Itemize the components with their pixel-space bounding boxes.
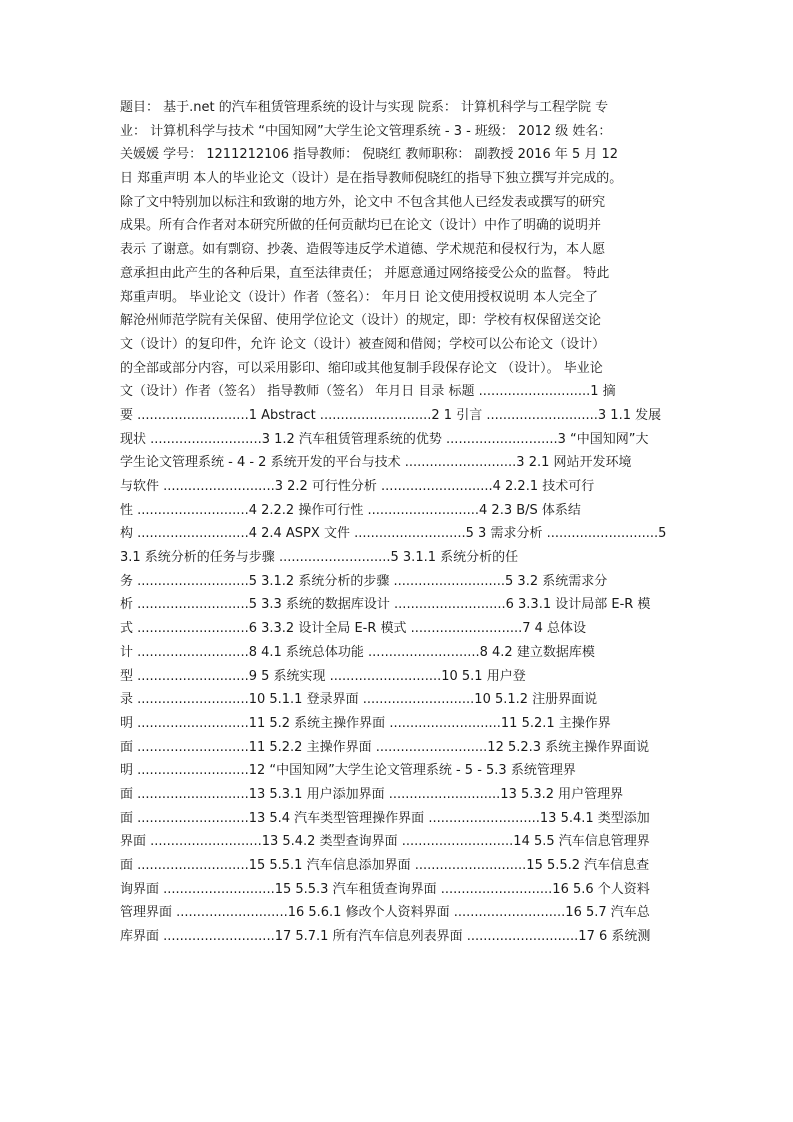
text-line: 文（设计）的复印件，允许 论文（设计）被查阅和借阅；学校可以公布论文（设计）	[120, 336, 606, 352]
text-line: 要 ...........................1 Abstract ...........................2 1 引言 ...........................3 1.1 发展	[120, 407, 662, 423]
text-line: 面 ...........................13 5.4 汽车类型管理操作界面 ...........................13 5.4.1 类型添加	[120, 810, 650, 826]
text-line: 计 ...........................8 4.1 系统总体功能 ...........................8 4.2 建立数据库模	[120, 644, 595, 660]
text-line: 文（设计）作者（签名） 指导教师（签名） 年月日 目录 标题 ...........................1 摘	[120, 384, 616, 400]
text-line: 除了文中特别加以标注和致谢的地方外，论文中 不包含其他人已经发表或撰写的研究	[120, 194, 606, 210]
text-line: 现状 ...........................3 1.2 汽车租赁管理系统的优势 ...........................3 “中国知网”大	[120, 431, 649, 447]
text-line: 库界面 ...........................17 5.7.1 所有汽车信息列表界面 ...........................17 6 系统测	[120, 929, 651, 945]
text-line: 面 ...........................11 5.2.2 主操作界面 ...........................12 5.2.3 系统主操作界面说	[120, 739, 650, 755]
text-line: 式 ...........................6 3.3.2 设计全局 E-R 模式 ...........................7 4 总体设	[120, 621, 587, 637]
text-line: 录 ...........................10 5.1.1 登录界面 ...........................10 5.1.2 注册界面说	[120, 692, 598, 708]
text-line: 面 ...........................15 5.5.1 汽车信息添加界面 ...........................15 5.5.2 汽车信息查	[120, 858, 650, 873]
text-line: 明 ...........................12 “中国知网”大学生论文管理系统 - 5 - 5.3 系统管理界	[120, 763, 576, 779]
text-line: 郑重声明。 毕业论文（设计）作者（签名）： 年月日 论文使用授权说明 本人完全了	[120, 289, 599, 305]
text-line: 界面 ...........................13 5.4.2 类型查询界面 ...........................14 5.5 汽车信息管理界	[120, 834, 650, 850]
text-line: 解沧州师范学院有关保留、使用学位论文（设计）的规定，即：学校有权保留送交论	[120, 313, 602, 329]
text-line: 管理界面 ...........................16 5.6.1 修改个人资料界面 ...........................16 5.7 汽车总	[120, 905, 650, 921]
text-line: 日 郑重声明 本人的毕业论文（设计）是在指导教师倪晓红的指导下独立撰写并完成的。	[120, 171, 623, 187]
text-line: 询界面 ...........................15 5.5.3 汽车租赁查询界面 ...........................16 5.6 个人资料	[120, 881, 650, 897]
text-line: 意承担由此产生的各种后果，直至法律责任； 并愿意通过网络接受公众的监督。 特此	[120, 265, 610, 281]
text-line: 题目： 基于.net 的汽车租赁管理系统的设计与实现 院系： 计算机科学与工程学院 专	[120, 100, 609, 115]
text-line: 析 ...........................5 3.3 系统的数据库设计 ...........................6 3.3.1 设计局部 E-R 模	[120, 597, 651, 613]
text-line: 构 ...........................4 2.4 ASPX 文件 ...........................5 3 需求分析 ...........................5	[120, 526, 667, 542]
text-line: 3.1 系统分析的任务与步骤 ...........................5 3.1.1 系统分析的任	[120, 550, 519, 566]
text-line: 学生论文管理系统 - 4 - 2 系统开发的平台与技术 ...........................3 2.1 网站开发环境	[120, 455, 632, 471]
text-line: 与软件 ...........................3 2.2 可行性分析 ...........................4 2.2.1 技术可行	[120, 479, 595, 494]
text-line: 的全部或部分内容，可以采用影印、缩印或其他复制手段保存论文 （设计）。 毕业论	[120, 360, 603, 376]
text-line: 型 ...........................9 5 系统实现 ...........................10 5.1 用户登	[120, 668, 526, 684]
text-line: 明 ...........................11 5.2 系统主操作界面 ...........................11 5.2.1 主操作界	[120, 715, 611, 731]
text-line: 成果。所有合作者对本研究所做的任何贡献均已在论文（设计）中作了明确的说明并	[120, 218, 602, 234]
text-line: 务 ...........................5 3.1.2 系统分析的步骤 ...........................5 3.2 系统需求分	[120, 573, 608, 589]
text-line: 性 ...........................4 2.2.2 操作可行性 ...........................4 2.3 B/S 体系结	[120, 502, 581, 518]
body-text	[120, 96, 676, 949]
text-line: 面 ...........................13 5.3.1 用户添加界面 ...........................13 5.3.2 用户管理界	[120, 786, 624, 802]
text-line: 关媛媛 学号： 1211212106 指导教师： 倪晓红 教师职称： 副教授 2016 年 5 月 12	[120, 147, 619, 163]
text-line: 表示 了谢意。如有剽窃、抄袭、造假等违反学术道德、学术规范和侵权行为，本人愿	[120, 242, 606, 258]
text-line: 业： 计算机科学与技术 “中国知网”大学生论文管理系统 - 3 - 班级： 2012 级 姓名：	[120, 123, 612, 139]
